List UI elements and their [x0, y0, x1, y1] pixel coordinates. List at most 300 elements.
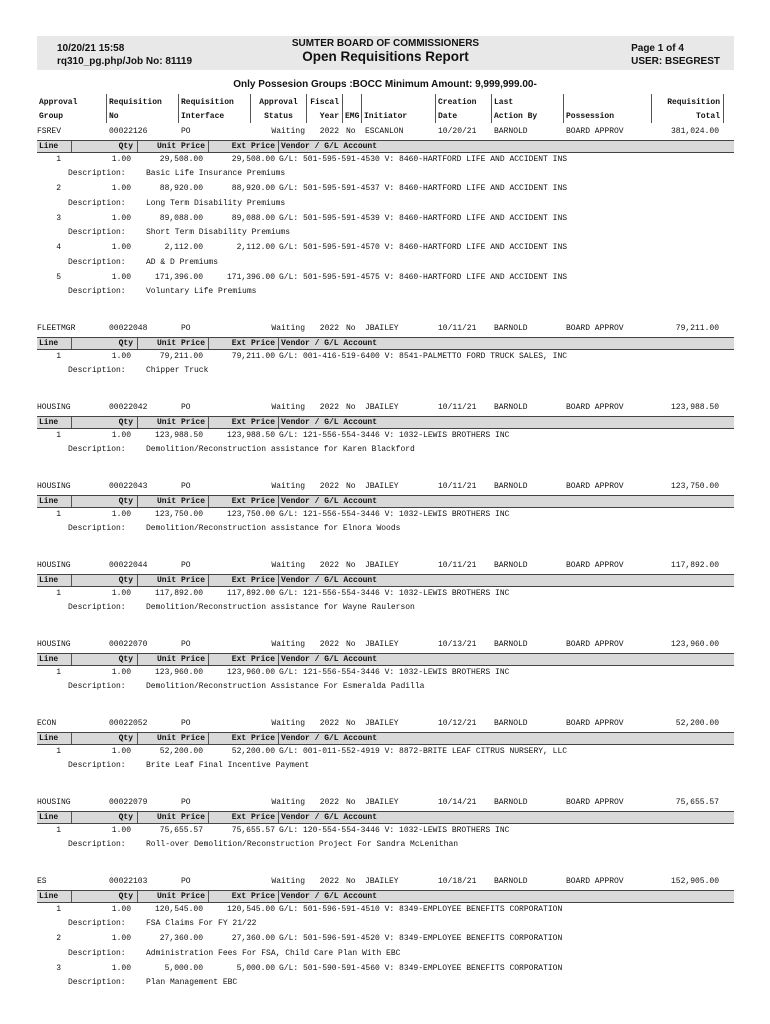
line-number: 1	[56, 667, 61, 677]
vendor-header: Vendor / G/L Account	[281, 654, 378, 664]
creation-date: 10/14/21	[438, 798, 477, 807]
column-divider	[208, 891, 209, 902]
fiscal-year: 2022	[319, 482, 339, 491]
requisition-block	[37, 796, 734, 853]
line-header: Line	[39, 141, 59, 151]
line-description	[37, 522, 734, 537]
line-number: 1	[56, 746, 61, 756]
column-divider	[278, 338, 279, 349]
description-label: Description:	[68, 948, 126, 958]
requisition-row	[37, 559, 734, 574]
requisition-block	[37, 559, 734, 616]
qty-header: Qty	[118, 141, 133, 151]
line-items-header	[37, 890, 734, 903]
line-number: 1	[56, 430, 61, 440]
line-number: 1	[56, 154, 61, 164]
approval-group: HOUSING	[37, 798, 71, 807]
line-number: 1	[56, 351, 61, 361]
line-qty: 1.00	[111, 243, 131, 252]
column-divider	[208, 141, 209, 152]
emg-flag: No	[346, 127, 356, 136]
column-divider	[71, 654, 72, 665]
col-possession: Possession	[564, 94, 652, 123]
line-items-header	[37, 653, 734, 666]
line-qty: 1.00	[111, 746, 131, 756]
line-qty: 1.00	[111, 904, 131, 914]
line-item	[37, 903, 734, 918]
unit-price-header: Unit Price	[156, 654, 205, 664]
column-divider	[137, 417, 138, 428]
column-divider	[71, 891, 72, 902]
line-unit-price: 123,988.50	[154, 430, 203, 440]
column-divider	[208, 812, 209, 823]
last-action-by: BARNOLD	[494, 403, 528, 412]
line-item	[37, 271, 734, 286]
line-number: 1	[56, 825, 61, 835]
line-vendor-account: G/L: 001-416-519-6400 V: 8541-PALMETTO FORD TRUCK SALES, INC	[279, 351, 568, 361]
line-ext-price: 171,396.00	[226, 272, 275, 282]
emg-flag: No	[346, 798, 356, 807]
approval-group: FSREV	[37, 127, 62, 136]
qty-header: Qty	[118, 575, 133, 585]
line-header: Line	[39, 338, 59, 348]
line-items-header	[37, 140, 734, 153]
line-items-header	[37, 416, 734, 429]
requisition-total: 123,988.50	[670, 403, 719, 412]
vendor-header: Vendor / G/L Account	[281, 141, 378, 151]
job-number: rq310_pg.php/Job No: 81119	[57, 56, 193, 67]
description-text: Brite Leaf Final Incentive Payment	[146, 761, 310, 770]
requisition-interface: PO	[181, 403, 191, 412]
column-divider	[71, 496, 72, 507]
fiscal-year: 2022	[319, 798, 339, 807]
line-vendor-account: G/L: 121-556-554-3446 V: 1032-LEWIS BROTHERS INC	[279, 430, 510, 440]
col-last-action: Last Action By	[492, 94, 564, 123]
description-text: Long Term Disability Premiums	[146, 198, 286, 208]
creation-date: 10/11/21	[438, 403, 477, 412]
requisition-no: 00022079	[109, 798, 148, 807]
line-item	[37, 745, 734, 760]
line-vendor-account: G/L: 501-596-591-4510 V: 8349-EMPLOYEE BENEFITS CORPORATION	[279, 904, 563, 914]
qty-header: Qty	[118, 338, 133, 348]
line-header: Line	[39, 654, 59, 664]
description-label: Description:	[68, 198, 126, 208]
line-qty: 1.00	[111, 154, 131, 164]
line-ext-price: 29,508.00	[231, 154, 275, 164]
col-initiator: Initiator	[362, 94, 436, 123]
description-text: FSA Claims For FY 21/22	[146, 919, 257, 928]
line-unit-price: 79,211.00	[159, 351, 203, 361]
possession: BOARD APPROV	[566, 719, 624, 728]
column-divider	[71, 733, 72, 744]
approval-status: Waiting	[271, 127, 305, 136]
approval-group: HOUSING	[37, 482, 71, 491]
report-user: USER: BSEGREST	[631, 56, 720, 67]
requisition-block	[37, 125, 734, 300]
line-vendor-account: G/L: 501-595-591-4530 V: 8460-HARTFORD LIFE AND ACCIDENT INS	[279, 154, 568, 164]
unit-price-header: Unit Price	[156, 891, 205, 901]
requisition-block	[37, 401, 734, 458]
line-number: 2	[56, 934, 61, 943]
line-description	[37, 197, 734, 212]
last-action-by: BARNOLD	[494, 798, 528, 807]
description-label: Description:	[68, 761, 126, 770]
line-item	[37, 508, 734, 523]
line-ext-price: 52,200.00	[231, 746, 275, 756]
initiator: JBAILEY	[365, 324, 399, 333]
fiscal-year: 2022	[319, 127, 339, 136]
line-qty: 1.00	[111, 430, 131, 440]
column-divider	[278, 417, 279, 428]
line-vendor-account: G/L: 501-596-591-4520 V: 8349-EMPLOYEE BENEFITS CORPORATION	[279, 934, 563, 943]
line-header: Line	[39, 891, 59, 901]
line-ext-price: 117,892.00	[226, 588, 275, 598]
qty-header: Qty	[118, 891, 133, 901]
vendor-header: Vendor / G/L Account	[281, 496, 378, 506]
line-unit-price: 88,920.00	[159, 184, 203, 193]
initiator: JBAILEY	[365, 482, 399, 491]
requisition-total: 152,905.00	[670, 877, 719, 886]
vendor-header: Vendor / G/L Account	[281, 417, 378, 427]
line-number: 1	[56, 509, 61, 519]
line-item	[37, 932, 734, 947]
line-qty: 1.00	[111, 509, 131, 519]
col-interface: Requisition Interface	[179, 94, 251, 123]
requisition-block	[37, 638, 734, 695]
description-label: Description:	[68, 603, 126, 612]
requisition-no: 00022052	[109, 719, 148, 728]
last-action-by: BARNOLD	[494, 561, 528, 570]
description-text: Demolition/Reconstruction assistance for Elnora Woods	[146, 524, 401, 533]
line-unit-price: 75,655.57	[159, 825, 203, 835]
line-description	[37, 601, 734, 616]
creation-date: 10/11/21	[438, 561, 477, 570]
description-text: Roll-over Demolition/Reconstruction Project For Sandra McLenithan	[146, 840, 459, 849]
fiscal-year: 2022	[319, 403, 339, 412]
requisition-no: 00022048	[109, 324, 148, 333]
line-number: 5	[56, 272, 61, 282]
creation-date: 10/12/21	[438, 719, 477, 728]
col-requisition-total: Requisition Total	[652, 94, 724, 123]
column-divider	[278, 654, 279, 665]
requisition-row	[37, 796, 734, 811]
column-divider	[137, 338, 138, 349]
col-approval-group: Approval Group	[37, 94, 107, 123]
col-creation-date: Creation Date	[436, 94, 492, 123]
emg-flag: No	[346, 877, 356, 886]
column-divider	[137, 141, 138, 152]
approval-status: Waiting	[271, 561, 305, 570]
last-action-by: BARNOLD	[494, 127, 528, 136]
description-text: Short Term Disability Premiums	[146, 228, 291, 237]
line-header: Line	[39, 575, 59, 585]
emg-flag: No	[346, 640, 356, 649]
line-item	[37, 182, 734, 197]
line-unit-price: 5,000.00	[164, 963, 203, 973]
column-divider	[137, 654, 138, 665]
description-label: Description:	[68, 169, 126, 178]
requisition-interface: PO	[181, 798, 191, 807]
line-ext-price: 88,920.00	[231, 184, 275, 193]
qty-header: Qty	[118, 733, 133, 743]
column-divider	[208, 338, 209, 349]
initiator: JBAILEY	[365, 640, 399, 649]
line-vendor-account: G/L: 121-556-554-3446 V: 1032-LEWIS BROTHERS INC	[279, 509, 510, 519]
line-unit-price: 123,750.00	[154, 509, 203, 519]
col-requisition-no: Requisition No	[107, 94, 179, 123]
unit-price-header: Unit Price	[156, 575, 205, 585]
line-item	[37, 824, 734, 839]
header-right	[631, 42, 720, 68]
line-description	[37, 947, 734, 962]
approval-status: Waiting	[271, 877, 305, 886]
initiator: JBAILEY	[365, 798, 399, 807]
ext-price-header: Ext Price	[231, 338, 275, 348]
column-divider	[278, 812, 279, 823]
column-divider	[137, 575, 138, 586]
line-qty: 1.00	[111, 184, 131, 193]
requisition-block	[37, 717, 734, 774]
line-vendor-account: G/L: 501-595-591-4570 V: 8460-HARTFORD LIFE AND ACCIDENT INS	[279, 243, 568, 252]
requisition-no: 00022103	[109, 877, 148, 886]
line-number: 1	[56, 904, 61, 914]
last-action-by: BARNOLD	[494, 324, 528, 333]
report-header	[37, 36, 734, 70]
line-qty: 1.00	[111, 351, 131, 361]
line-unit-price: 27,360.00	[159, 934, 203, 943]
column-divider	[208, 417, 209, 428]
description-label: Description:	[68, 682, 126, 691]
line-header: Line	[39, 733, 59, 743]
requisition-interface: PO	[181, 324, 191, 333]
vendor-header: Vendor / G/L Account	[281, 338, 378, 348]
fiscal-year: 2022	[319, 640, 339, 649]
unit-price-header: Unit Price	[156, 733, 205, 743]
description-text: Administration Fees For FSA, Child Care Plan With EBC	[146, 948, 401, 958]
line-description	[37, 285, 734, 300]
qty-header: Qty	[118, 417, 133, 427]
approval-group: ECON	[37, 719, 57, 728]
ext-price-header: Ext Price	[231, 141, 275, 151]
ext-price-header: Ext Price	[231, 575, 275, 585]
column-divider	[137, 812, 138, 823]
qty-header: Qty	[118, 496, 133, 506]
column-divider	[137, 733, 138, 744]
requisition-row	[37, 638, 734, 653]
approval-status: Waiting	[271, 324, 305, 333]
line-items-header	[37, 495, 734, 508]
organization-name: SUMTER BOARD OF COMMISSIONERS	[291, 38, 480, 49]
column-divider	[71, 812, 72, 823]
page-number: Page 1 of 4	[631, 43, 684, 54]
creation-date: 10/11/21	[438, 324, 477, 333]
col-fiscal-year: Fiscal Year	[307, 94, 343, 123]
line-items-header	[37, 732, 734, 745]
line-unit-price: 171,396.00	[154, 272, 203, 282]
possession: BOARD APPROV	[566, 561, 624, 570]
line-unit-price: 117,892.00	[154, 588, 203, 598]
requisition-total: 123,750.00	[670, 482, 719, 491]
line-ext-price: 123,988.50	[226, 430, 275, 440]
possession: BOARD APPROV	[566, 482, 624, 491]
column-divider	[278, 733, 279, 744]
requisition-total: 79,211.00	[675, 324, 719, 333]
report-datetime: 10/20/21 15:58	[57, 43, 125, 54]
description-text: AD & D Premiums	[146, 257, 219, 267]
column-divider	[71, 338, 72, 349]
column-divider	[278, 141, 279, 152]
fiscal-year: 2022	[319, 561, 339, 570]
requisition-row	[37, 717, 734, 732]
requisition-interface: PO	[181, 482, 191, 491]
requisition-interface: PO	[181, 719, 191, 728]
column-divider	[137, 891, 138, 902]
vendor-header: Vendor / G/L Account	[281, 891, 378, 901]
line-description	[37, 759, 734, 774]
possession: BOARD APPROV	[566, 877, 624, 886]
description-label: Description:	[68, 978, 126, 987]
last-action-by: BARNOLD	[494, 877, 528, 886]
vendor-header: Vendor / G/L Account	[281, 812, 378, 822]
line-description	[37, 443, 734, 458]
emg-flag: No	[346, 324, 356, 333]
line-description	[37, 167, 734, 182]
line-description	[37, 226, 734, 241]
line-item	[37, 666, 734, 681]
initiator: JBAILEY	[365, 403, 399, 412]
description-label: Description:	[68, 524, 126, 533]
initiator: JBAILEY	[365, 719, 399, 728]
creation-date: 10/13/21	[438, 640, 477, 649]
line-ext-price: 89,088.00	[231, 213, 275, 223]
creation-date: 10/18/21	[438, 877, 477, 886]
approval-group: HOUSING	[37, 403, 71, 412]
line-number: 3	[56, 213, 61, 223]
line-ext-price: 123,750.00	[226, 509, 275, 519]
requisition-row	[37, 875, 734, 890]
line-item	[37, 962, 734, 977]
ext-price-header: Ext Price	[231, 812, 275, 822]
line-number: 4	[56, 243, 61, 252]
possession: BOARD APPROV	[566, 798, 624, 807]
line-items-header	[37, 337, 734, 350]
line-description	[37, 364, 734, 379]
creation-date: 10/11/21	[438, 482, 477, 491]
ext-price-header: Ext Price	[231, 496, 275, 506]
emg-flag: No	[346, 719, 356, 728]
line-ext-price: 75,655.57	[231, 825, 275, 835]
line-unit-price: 2,112.00	[164, 243, 203, 252]
unit-price-header: Unit Price	[156, 141, 205, 151]
description-text: Basic Life Insurance Premiums	[146, 169, 286, 178]
requisition-no: 00022126	[109, 127, 148, 136]
column-divider	[208, 496, 209, 507]
approval-status: Waiting	[271, 719, 305, 728]
ext-price-header: Ext Price	[231, 417, 275, 427]
line-vendor-account: G/L: 121-556-554-3446 V: 1032-LEWIS BROTHERS INC	[279, 588, 510, 598]
fiscal-year: 2022	[319, 877, 339, 886]
approval-group: HOUSING	[37, 640, 71, 649]
line-vendor-account: G/L: 001-011-552-4919 V: 8872-BRITE LEAF CITRUS NURSERY, LLC	[279, 746, 568, 756]
column-divider	[71, 141, 72, 152]
line-ext-price: 120,545.00	[226, 904, 275, 914]
col-approval-status: Approval Status	[251, 94, 307, 123]
approval-group: ES	[37, 877, 47, 886]
line-number: 2	[56, 184, 61, 193]
description-label: Description:	[68, 445, 126, 454]
line-vendor-account: G/L: 501-590-591-4560 V: 8349-EMPLOYEE BENEFITS CORPORATION	[279, 963, 563, 973]
line-unit-price: 52,200.00	[159, 746, 203, 756]
last-action-by: BARNOLD	[494, 640, 528, 649]
approval-group: FLEETMGR	[37, 324, 76, 333]
column-divider	[208, 654, 209, 665]
line-vendor-account: G/L: 501-595-591-4539 V: 8460-HARTFORD LIFE AND ACCIDENT INS	[279, 213, 568, 223]
line-vendor-account: G/L: 501-595-591-4537 V: 8460-HARTFORD LIFE AND ACCIDENT INS	[279, 184, 568, 193]
vendor-header: Vendor / G/L Account	[281, 733, 378, 743]
initiator: JBAILEY	[365, 561, 399, 570]
line-qty: 1.00	[111, 213, 131, 223]
possession: BOARD APPROV	[566, 403, 624, 412]
line-item	[37, 212, 734, 227]
requisition-total: 117,892.00	[670, 561, 719, 570]
line-ext-price: 2,112.00	[236, 243, 275, 252]
line-item	[37, 429, 734, 444]
requisition-row	[37, 322, 734, 337]
description-label: Description:	[68, 840, 126, 849]
last-action-by: BARNOLD	[494, 719, 528, 728]
creation-date: 10/20/21	[438, 127, 477, 136]
possession: BOARD APPROV	[566, 127, 624, 136]
column-divider	[71, 417, 72, 428]
unit-price-header: Unit Price	[156, 496, 205, 506]
line-description	[37, 917, 734, 932]
line-ext-price: 123,960.00	[226, 667, 275, 677]
line-description	[37, 976, 734, 991]
report-filter: Only Possesion Groups :BOCC Minimum Amount: 9,999,999.00-	[233, 79, 537, 90]
line-number: 3	[56, 963, 61, 973]
requisition-block	[37, 480, 734, 537]
description-text: Demolition/Reconstruction Assistance For Esmeralda Padilla	[146, 682, 425, 691]
requisition-row	[37, 125, 734, 140]
qty-header: Qty	[118, 654, 133, 664]
line-description	[37, 680, 734, 695]
line-description	[37, 838, 734, 853]
requisition-row	[37, 401, 734, 416]
emg-flag: No	[346, 561, 356, 570]
requisition-interface: PO	[181, 640, 191, 649]
requisition-interface: PO	[181, 561, 191, 570]
initiator: JBAILEY	[365, 877, 399, 886]
description-text: Voluntary Life Premiums	[146, 287, 257, 296]
line-qty: 1.00	[111, 963, 131, 973]
line-ext-price: 5,000.00	[236, 963, 275, 973]
column-divider	[278, 496, 279, 507]
ext-price-header: Ext Price	[231, 654, 275, 664]
line-ext-price: 27,360.00	[231, 934, 275, 943]
requisition-block	[37, 322, 734, 379]
unit-price-header: Unit Price	[156, 417, 205, 427]
line-header: Line	[39, 417, 59, 427]
emg-flag: No	[346, 482, 356, 491]
requisition-no: 00022044	[109, 561, 148, 570]
approval-group: HOUSING	[37, 561, 71, 570]
approval-status: Waiting	[271, 403, 305, 412]
line-item	[37, 241, 734, 256]
requisition-total: 52,200.00	[675, 719, 719, 728]
description-text: Demolition/Reconstruction assistance for Wayne Raulerson	[146, 603, 415, 612]
description-text: Plan Management EBC	[146, 978, 238, 987]
line-number: 1	[56, 588, 61, 598]
